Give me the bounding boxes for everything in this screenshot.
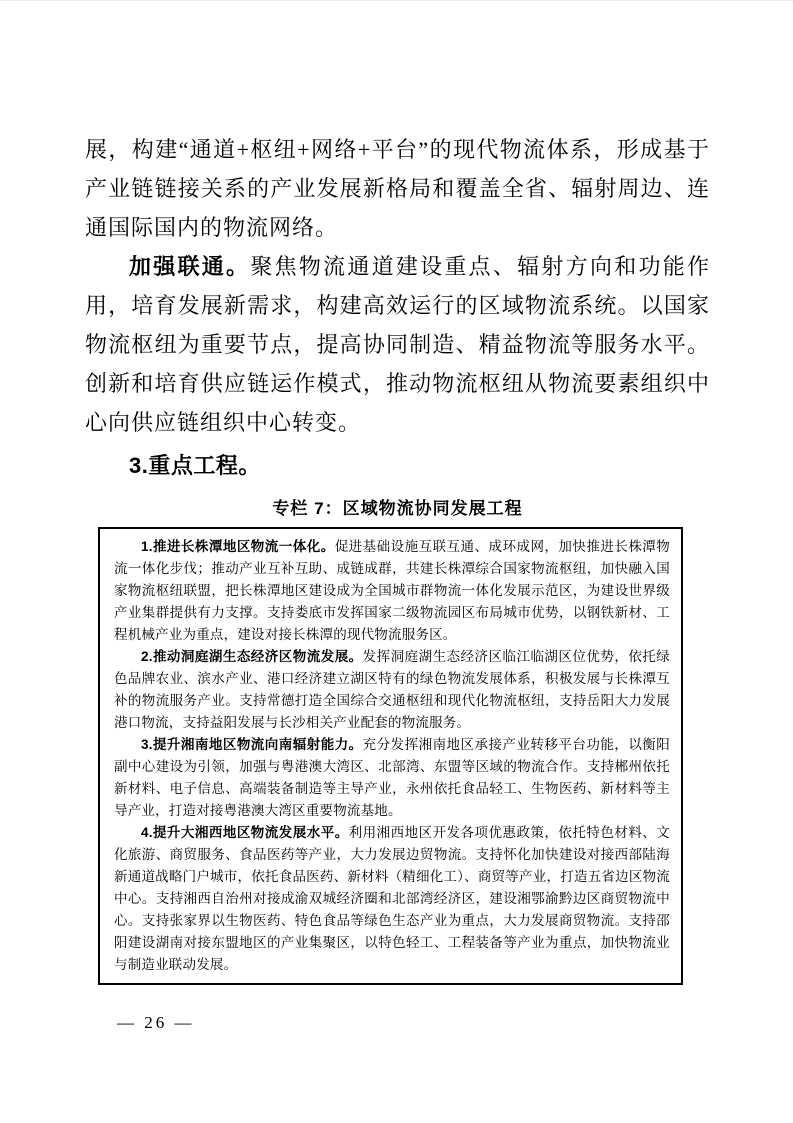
- paragraph-continuation: 展，构建“通道+枢纽+网络+平台”的现代物流体系，形成基于产业链链接关系的产业发展新格局和覆盖全省、辐射周边、连通国际国内的物流网络。: [85, 137, 710, 240]
- panel-item-2-text: 发挥洞庭湖生态经济区临江临湖区位优势，依托绿色品牌农业、滨水产业、港口经济建立湖区特有的绿色物流发展体系，积极发展与长株潭互补的物流服务产业。支持常德打造全国综合交通枢纽和现代化物流枢纽，支持岳阳大力发展港口物流，支持益阳发展与长沙相关产业配套的物流服务。: [114, 649, 670, 730]
- panel-item-1-text: 促进基础设施互联互通、成环成网，加快推进长株潭物流一体化步伐；推动产业互补互助、成链成群，共建长株潭综合国家物流枢纽，加快融入国家物流枢纽联盟，把长株潭地区建设成为全国城市群物流一体化发展示范区，为建设世界级产业集群提供有力支撑。支持娄底市发挥国家二级物流园区布局城市优势，以钢铁新材、工程机械产业为重点，建设对接长株潭的现代物流服务区。: [114, 539, 670, 642]
- panel-item-2-lead: 2.推动洞庭湖生态经济区物流发展。: [141, 649, 363, 664]
- panel-item-3-lead: 3.提升湘南地区物流向南辐射能力。: [141, 737, 363, 752]
- paragraph-body-text: 聚焦物流通道建设重点、辐射方向和功能作用，培育发展新需求，构建高效运行的区域物流系统。以国家物流枢纽为重要节点，提高协同制造、精益物流等服务水平。创新和培育供应链运作模式，推动物流枢纽从物流要素组织中心向供应链组织中心转变。: [85, 254, 710, 435]
- paragraph-strengthen-connectivity: [85, 247, 710, 442]
- panel-item-2: [114, 646, 670, 734]
- panel-item-1: [114, 536, 670, 646]
- panel-item-4-text: 利用湘西地区开发各项优惠政策，依托特色材料、文化旅游、商贸服务、食品医药等产业，大力发展边贸物流。支持怀化加快建设对接西部陆海新通道战略门户城市，依托食品医药、新材料（精细化工）、商贸等产业，打造五省边区物流中心。支持湘西自治州对接成渝双城经济圈和北部湾经济区，建设湘鄂渝黔边区商贸物流中心。支持张家界以生物医药、特色食品等绿色生态产业为重点，大力发展商贸物流。支持邵阳建设湖南对接东盟地区的产业集聚区，以特色轻工、工程装备等产业为重点，加快物流业与制造业联动发展。: [114, 825, 670, 972]
- panel-title: 专栏 7：区域物流协同发展工程: [272, 499, 523, 518]
- panel-item-3-text: 充分发挥湘南地区承接产业转移平台功能，以衡阳副中心建设为引领，加强与粤港澳大湾区、北部湾、东盟等区域的物流合作。支持郴州依托新材料、电子信息、高端装备制造等主导产业，永州依托食品轻工、生物医药、新材料等主导产业，打造对接粤港澳大湾区重要物流基地。: [114, 737, 670, 818]
- page-number: — 26 —: [117, 1013, 195, 1032]
- panel-item-4: [114, 822, 670, 976]
- panel-item-1-lead: 1.推进长株潭地区物流一体化。: [141, 539, 335, 554]
- panel-item-4-lead: 4.提升大湘西地区物流发展水平。: [141, 825, 349, 840]
- section-heading-key-projects: 3.重点工程。: [129, 453, 261, 478]
- panel-item-3: [114, 734, 670, 822]
- panel-box: [98, 527, 683, 985]
- paragraph-lead-bold: 加强联通。: [129, 254, 251, 279]
- document-content: [85, 130, 710, 985]
